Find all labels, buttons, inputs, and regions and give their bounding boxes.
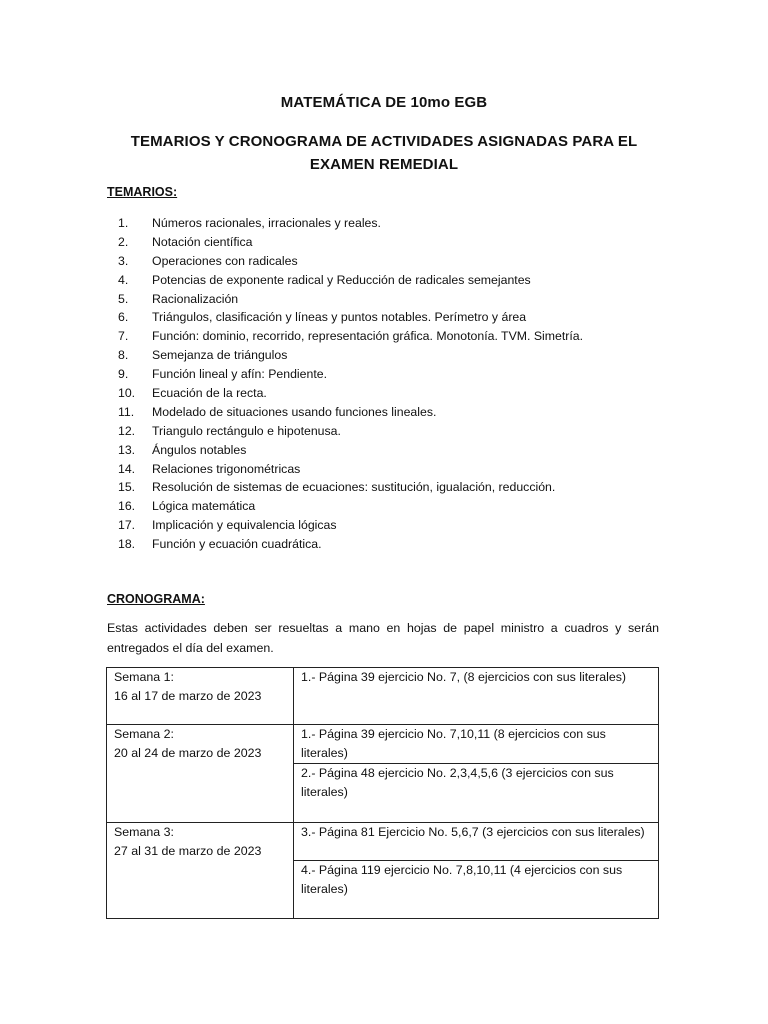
week-dates: 20 al 24 de marzo de 2023 — [114, 746, 262, 760]
topic-number: 18. — [118, 537, 136, 552]
week-label: Semana 2: — [114, 727, 174, 741]
temarios-heading: TEMARIOS: — [107, 185, 178, 199]
topic-number: 6. — [118, 310, 129, 325]
topic-number: 13. — [118, 442, 136, 457]
topic-number: 4. — [118, 272, 129, 287]
topic-number: 7. — [118, 329, 129, 344]
topic-item — [118, 252, 583, 271]
topic-item — [118, 516, 583, 535]
topic-text: Ángulos notables — [152, 442, 247, 457]
topic-number: 11. — [118, 404, 135, 419]
topic-text: Implicación y equivalencia lógicas — [152, 518, 337, 533]
table-row — [107, 823, 659, 861]
week-label: Semana 1: — [114, 670, 174, 684]
document-subtitle — [0, 130, 768, 176]
topic-item — [118, 403, 583, 422]
topic-item — [118, 271, 583, 290]
topic-number: 9. — [118, 367, 129, 382]
week-label: Semana 3: — [114, 825, 174, 839]
topic-text: Triangulo rectángulo e hipotenusa. — [152, 423, 341, 438]
topic-text: Resolución de sistemas de ecuaciones: sustitución, igualación, reducción. — [152, 480, 556, 495]
topic-text: Semejanza de triángulos — [152, 348, 288, 363]
activity-cell: 4.- Página 119 ejercicio No. 7,8,10,11 (4 ejercicios con sus literales) — [294, 861, 659, 919]
schedule-table — [106, 667, 659, 919]
topic-number: 16. — [118, 499, 136, 514]
topic-item — [118, 327, 583, 346]
topic-text: Lógica matemática — [152, 499, 256, 514]
topic-item — [118, 535, 583, 554]
week-cell — [107, 725, 294, 823]
topic-item — [118, 233, 583, 252]
activity-cell: 1.- Página 39 ejercicio No. 7,10,11 (8 ejercicios con sus literales) — [294, 725, 659, 764]
topic-text: Función y ecuación cuadrática. — [152, 537, 322, 552]
topic-number: 14. — [118, 461, 136, 476]
topic-item — [118, 290, 583, 309]
topic-item — [118, 460, 583, 479]
topic-item — [118, 441, 583, 460]
topic-item — [118, 422, 583, 441]
week-dates: 16 al 17 de marzo de 2023 — [114, 689, 262, 703]
topic-item — [118, 308, 583, 327]
subtitle-line-2: EXAMEN REMEDIAL — [309, 156, 459, 173]
cronograma-heading: CRONOGRAMA: — [107, 592, 205, 606]
topic-text: Potencias de exponente radical y Reducción de radicales semejantes — [152, 272, 531, 287]
topic-text: Ecuación de la recta. — [152, 386, 267, 401]
topic-item — [118, 365, 583, 384]
activity-cell: 2.- Página 48 ejercicio No. 2,3,4,5,6 (3 ejercicios con sus literales) — [294, 764, 659, 823]
topic-item — [118, 384, 583, 403]
activity-cell: 3.- Página 81 Ejercicio No. 5,6,7 (3 ejercicios con sus literales) — [294, 823, 659, 861]
topic-text: Modelado de situaciones usando funciones lineales. — [152, 404, 437, 419]
topic-number: 12. — [118, 423, 136, 438]
topic-text: Racionalización — [152, 291, 239, 306]
topic-item — [118, 346, 583, 365]
table-row — [107, 725, 659, 764]
topic-number: 8. — [118, 348, 129, 363]
topic-text: Función lineal y afín: Pendiente. — [152, 367, 328, 382]
week-cell — [107, 668, 294, 725]
week-cell — [107, 823, 294, 919]
topic-number: 15. — [118, 480, 136, 495]
table-row — [107, 668, 659, 725]
topic-number: 3. — [118, 253, 129, 268]
topic-number: 10. — [118, 386, 136, 401]
activity-cell: 1.- Página 39 ejercicio No. 7, (8 ejercicios con sus literales) — [294, 668, 659, 725]
subtitle-line-1: TEMARIOS Y CRONOGRAMA DE ACTIVIDADES ASIGNADAS PARA EL — [130, 133, 638, 150]
topic-item — [118, 214, 583, 233]
topic-text: Operaciones con radicales — [152, 253, 298, 268]
topic-number: 17. — [118, 518, 136, 533]
topic-text: Triángulos, clasificación y líneas y puntos notables. Perímetro y área — [152, 310, 527, 325]
topic-item — [118, 497, 583, 516]
topic-item — [118, 478, 583, 497]
topics-list — [118, 214, 583, 554]
topic-text: Números racionales, irracionales y reales. — [152, 216, 381, 230]
topic-number: 1. — [118, 216, 129, 230]
document-title: MATEMÁTICA DE 10mo EGB — [280, 94, 488, 111]
week-dates: 27 al 31 de marzo de 2023 — [114, 844, 262, 858]
topic-text: Función: dominio, recorrido, representación gráfica. Monotonía. TVM. Simetría. — [152, 329, 584, 344]
topic-text: Relaciones trigonométricas — [152, 461, 301, 476]
topic-number: 2. — [118, 234, 129, 249]
topic-text: Notación científica — [152, 234, 253, 249]
topic-number: 5. — [118, 291, 129, 306]
cronograma-intro: Estas actividades deben ser resueltas a mano en hojas de papel ministro a cuadros y serán entregados el día del examen. — [107, 621, 659, 655]
